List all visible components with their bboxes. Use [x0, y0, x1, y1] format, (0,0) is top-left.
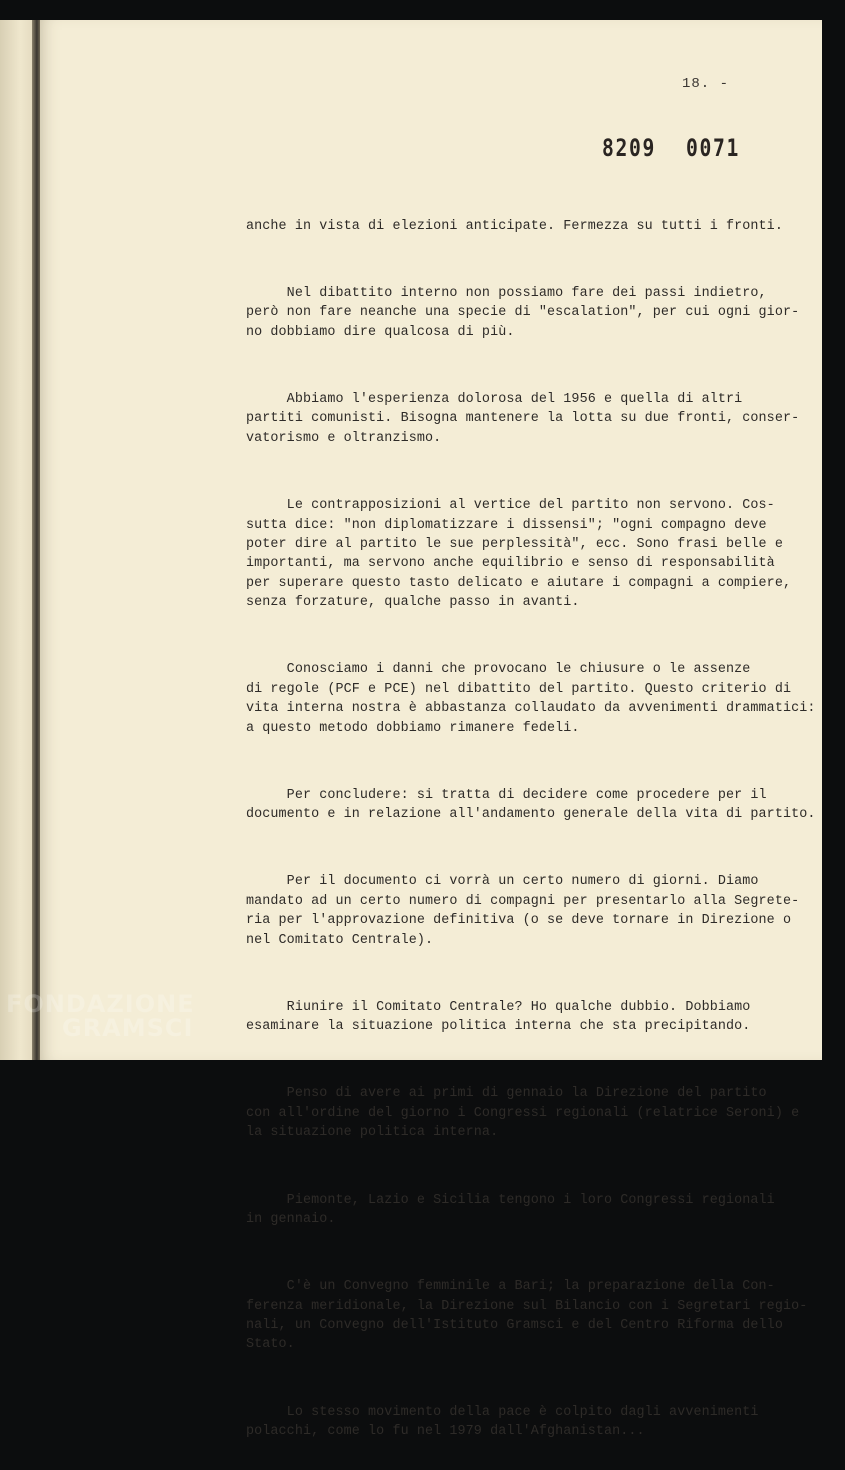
paragraph: Per concludere: si tratta di decidere come procedere per il documento e in relazione all'andamento generale della vita di partito.	[246, 787, 816, 823]
watermark-line-1: FONDAZIONE	[6, 990, 195, 1018]
paragraph: anche in vista di elezioni anticipate. Fermezza su tutti i fronti.	[246, 218, 783, 234]
archive-stamp-right: 0071	[686, 134, 740, 162]
paragraph: Conosciamo i danni che provocano le chiusure o le assenze di regole (PCF e PCE) nel dibattito del partito. Questo criterio di vita interna nostra è abbastanza collaudato da avvenimenti drammatici: a questo metodo dobbiamo rimanere fedeli.	[246, 662, 816, 736]
paragraph: Abbiamo l'esperienza dolorosa del 1956 e quella di altri partiti comunisti. Bisogna mantenere la lotta su due fronti, conser- vatorismo e oltranzismo.	[246, 392, 800, 446]
paragraph: C'è un Convegno femminile a Bari; la preparazione della Con- ferenza meridionale, la Direzione sul Bilancio con i Segretari regio- nali, un Convegno dell'Istituto Gramsci e del Centro Riforma dello Stato.	[246, 1279, 808, 1353]
paragraph: Riunire il Comitato Centrale? Ho qualche dubbio. Dobbiamo esaminare la situazione politica interna che sta precipitando.	[246, 999, 751, 1035]
watermark-line-2: GRAMSCI	[62, 1014, 194, 1042]
body-text	[246, 178, 816, 1470]
book-binding	[32, 20, 40, 1060]
foundation-watermark	[6, 990, 195, 1042]
paragraph: Nel dibattito interno non possiamo fare dei passi indietro, però non fare neanche una specie di "escalation", per cui ogni gior- no dobbiamo dire qualcosa di più.	[246, 286, 800, 340]
paragraph: Lo stesso movimento della pace è colpito dagli avvenimenti polacchi, come lo fu nel 1979 dall'Afghanistan...	[246, 1404, 759, 1439]
paragraph: Per il documento ci vorrà un certo numero di giorni. Diamo mandato ad un certo numero di compagni per presentarlo alla Segrete- ria per l'approvazione definitiva (o se deve tornare in Direzione o nel Comitato Centrale).	[246, 874, 800, 948]
page-number: 18. -	[682, 76, 730, 92]
paragraph: Penso di avere ai primi di gennaio la Direzione del partito con all'ordine del giorno i Congressi regionali (relatrice Seroni) e la situazione politica interna.	[246, 1086, 800, 1141]
archive-stamp-left: 8209	[602, 134, 656, 162]
previous-page-edge	[0, 20, 34, 1060]
paragraph: Le contrapposizioni al vertice del partito non servono. Cos- sutta dice: "non diplomatizzare i dissensi"; "ogni compagno deve poter dire al partito le sue perplessità", ecc. Sono frasi belle e importanti, ma servono anche equilibrio e senso di responsabilità per superare questo tasto delicato e aiutare i compagni a compiere, senza forzature, qualche passo in avanti.	[246, 498, 792, 611]
paragraph: Piemonte, Lazio e Sicilia tengono i loro Congressi regionali in gennaio.	[246, 1192, 775, 1227]
